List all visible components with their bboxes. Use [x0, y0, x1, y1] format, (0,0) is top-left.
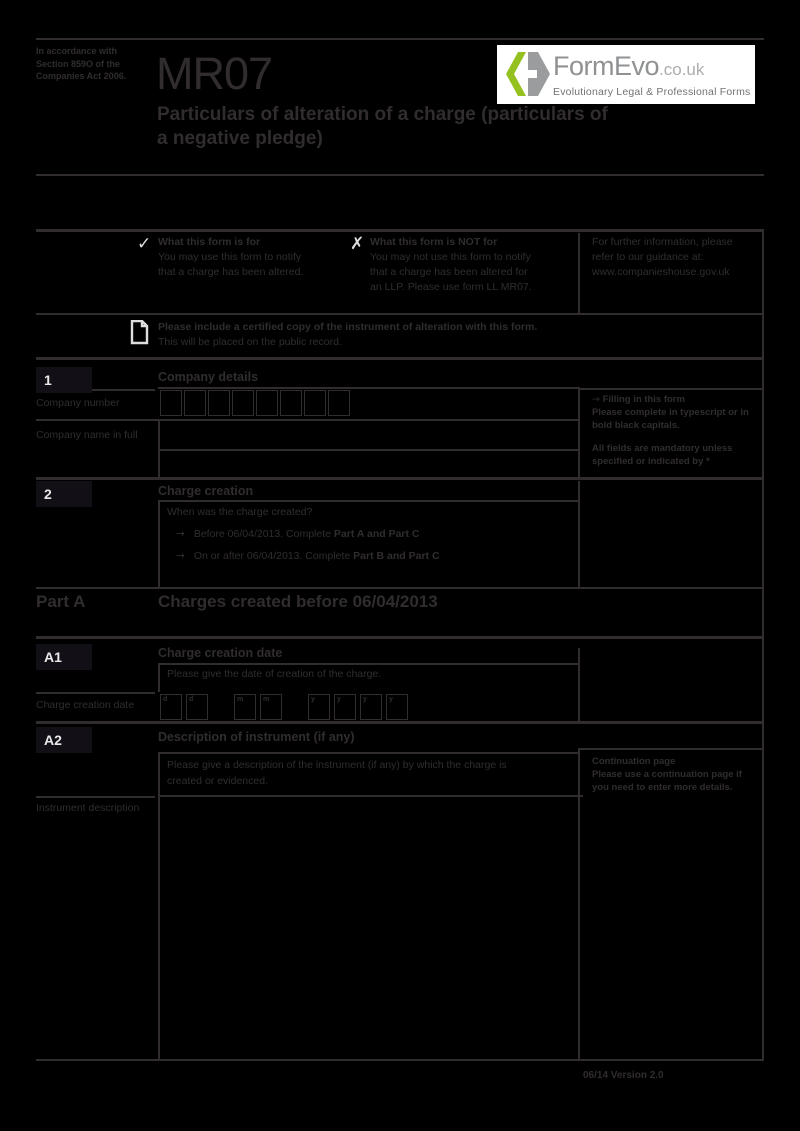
version-footer: 06/14 Version 2.0: [583, 1070, 664, 1081]
filling-line: Please complete in typescript or in: [592, 407, 749, 418]
form-title-line: Particulars of alteration of a charge (particulars of: [157, 104, 608, 125]
include-note: [158, 320, 758, 350]
divider: [36, 38, 764, 40]
question-text: When was the charge created?: [167, 506, 313, 518]
field-rule: [158, 500, 160, 587]
form-title: [157, 103, 608, 151]
divider: [36, 229, 764, 232]
divider: [36, 477, 764, 480]
company-number-box[interactable]: [208, 390, 230, 416]
charge-date-boxes: [160, 694, 410, 720]
company-number-box[interactable]: [304, 390, 326, 416]
arrow-icon: →: [176, 550, 185, 562]
company-number-box[interactable]: [232, 390, 254, 416]
not-for-line: You may not use this form to notify: [370, 251, 531, 263]
check-icon: ✓: [137, 234, 152, 254]
not-for-line: an LLP. Please use form LL MR07.: [370, 281, 532, 293]
what-form-is-not-for: [370, 235, 570, 295]
date-box[interactable]: [308, 694, 330, 720]
filling-in-form-note: [592, 393, 757, 468]
section-a2-badge: A2: [36, 727, 92, 753]
for-line: You may use this form to notify: [158, 251, 302, 263]
label-rule: [36, 796, 155, 798]
company-number-box[interactable]: [184, 390, 206, 416]
a2-hint: [167, 757, 577, 789]
date-box[interactable]: [360, 694, 382, 720]
option-bold: Part A and Part C: [333, 528, 420, 540]
instrument-description-label: Instrument description: [36, 802, 140, 814]
divider: [36, 174, 764, 176]
compliance-line: In accordance with: [36, 46, 118, 56]
company-number-label: Company number: [36, 397, 120, 409]
divider: [36, 721, 764, 724]
not-for-line: that a charge has been altered for: [370, 266, 528, 278]
sidebar-top-rule: [578, 748, 763, 750]
continuation-line: Please use a continuation page if: [592, 769, 742, 780]
divider: [36, 587, 764, 589]
instrument-description-input[interactable]: [160, 797, 581, 1058]
filling-line: bold black capitals.: [592, 420, 680, 431]
compliance-note: [36, 45, 156, 83]
sidebar-rule: [578, 388, 580, 477]
date-box[interactable]: [260, 694, 282, 720]
continuation-note: [592, 755, 757, 794]
guidance-note: [592, 235, 762, 280]
heading-underline: [158, 663, 580, 665]
date-box[interactable]: [160, 694, 182, 720]
date-box-letter: y: [389, 696, 393, 703]
date-box-letter: y: [363, 696, 367, 703]
guidance-line: For further information, please: [592, 236, 733, 248]
section-2-badge: 2: [36, 481, 92, 507]
document-icon: [130, 320, 149, 345]
heading-underline: [158, 752, 580, 754]
date-box-letter: m: [237, 696, 244, 703]
label-rule: [36, 692, 155, 694]
part-a-label: Part A: [36, 592, 86, 611]
sidebar-rule: [578, 233, 580, 313]
company-name-input-2[interactable]: [160, 451, 578, 476]
divider: [36, 313, 764, 315]
option-after: [167, 549, 567, 564]
sidebar-rule: [578, 648, 580, 721]
date-box[interactable]: [334, 694, 356, 720]
a2-hint-line: Please give a description of the instrument (if any) by which the charge is: [167, 759, 507, 771]
form-code: MR07: [156, 48, 273, 99]
what-form-is-for: [158, 235, 338, 280]
company-number-box[interactable]: [328, 390, 350, 416]
section-2-title: Charge creation: [158, 484, 254, 498]
charge-creation-date-label: Charge creation date: [36, 699, 135, 711]
section-a2-title: Description of instrument (if any): [158, 730, 355, 744]
right-edge-rule: [762, 229, 764, 1060]
include-note-bold: Please include a certified copy of the instrument of alteration with this form.: [158, 321, 538, 333]
form-title-line: a negative pledge): [157, 128, 323, 149]
date-box-letter: d: [189, 696, 194, 703]
formevo-suffix-text: .co.uk: [659, 60, 705, 79]
divider: [36, 357, 764, 360]
charge-creation-question: [167, 505, 567, 564]
option-before: [167, 527, 567, 542]
date-box[interactable]: [234, 694, 256, 720]
formevo-hexagon-icon: [504, 51, 550, 97]
not-for-title: What this form is NOT for: [370, 236, 498, 248]
part-a-title: Charges created before 06/04/2013: [158, 592, 438, 611]
section-1-title: Company details: [158, 370, 259, 384]
date-box[interactable]: [386, 694, 408, 720]
compliance-line: Section 859O of the: [36, 58, 121, 69]
company-number-box[interactable]: [256, 390, 278, 416]
option-lead: On or after 06/04/2013. Complete: [193, 550, 354, 562]
company-name-input[interactable]: [160, 421, 578, 448]
guidance-line: www.companieshouse.gov.uk: [592, 266, 730, 278]
filling-title: Filling in this form: [602, 394, 685, 405]
section-1-badge: 1: [36, 367, 92, 393]
for-title: What this form is for: [158, 236, 261, 248]
option-bold: Part B and Part C: [353, 550, 440, 562]
option-lead: Before 06/04/2013. Complete: [193, 528, 334, 540]
compliance-line: Companies Act 2006.: [36, 71, 127, 81]
company-name-label: Company name in full: [36, 429, 138, 441]
date-box-letter: y: [311, 696, 315, 703]
date-box-letter: y: [337, 696, 341, 703]
include-note-regular: This will be placed on the public record.: [158, 336, 342, 348]
company-number-box[interactable]: [280, 390, 302, 416]
sidebar-top-rule: [578, 388, 763, 390]
date-box-letter: d: [163, 696, 168, 703]
arrow-icon: →: [176, 528, 185, 540]
divider: [36, 1059, 764, 1061]
sidebar-rule: [578, 481, 580, 587]
a2-hint-line: created or evidenced.: [167, 775, 268, 787]
formevo-wordmark: [553, 51, 704, 82]
guidance-line: refer to our guidance at:: [592, 251, 704, 263]
field-rule: [158, 663, 160, 692]
for-line: that a charge has been altered.: [158, 266, 304, 278]
arrow-icon: →: [592, 394, 600, 405]
company-number-box[interactable]: [160, 390, 182, 416]
continuation-line: you need to enter more details.: [592, 782, 733, 793]
company-number-boxes: [160, 390, 360, 416]
divider: [36, 636, 764, 639]
filling-line: All fields are mandatory unless: [592, 443, 733, 454]
section-a1-title: Charge creation date: [158, 646, 283, 660]
heading-underline: [158, 387, 580, 389]
a1-hint: Please give the date of creation of the charge.: [167, 668, 382, 680]
heading-underline: [158, 500, 580, 502]
continuation-title: Continuation page: [592, 756, 676, 767]
date-box-letter: m: [263, 696, 270, 703]
date-box[interactable]: [186, 694, 208, 720]
cross-icon: ✗: [350, 234, 365, 254]
filling-line: specified or indicated by *: [592, 456, 710, 467]
formevo-brand-text: FormEvo: [553, 51, 660, 81]
formevo-tagline: Evolutionary Legal & Professional Forms: [553, 86, 751, 98]
section-a1-badge: A1: [36, 644, 92, 670]
formevo-logo: [497, 45, 755, 104]
